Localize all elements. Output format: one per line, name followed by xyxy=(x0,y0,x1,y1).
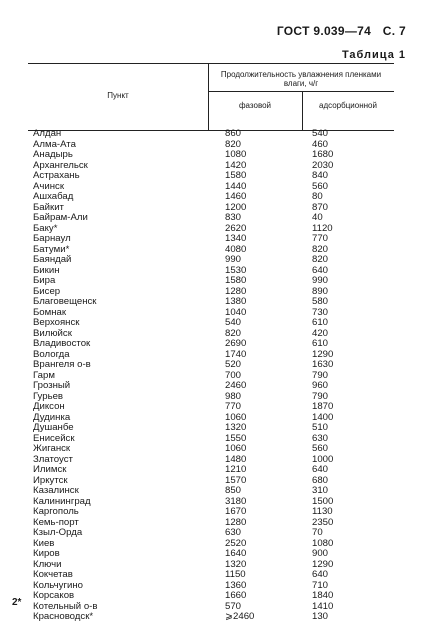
row-phase-value: 520 xyxy=(225,359,242,370)
row-adsorption-value: 730 xyxy=(312,306,329,318)
row-adsorption-value: 790 xyxy=(312,369,329,381)
header-divider xyxy=(208,91,394,92)
row-adsorption-value: 640 xyxy=(312,464,329,475)
row-name: Анадырь xyxy=(33,149,73,160)
table-row xyxy=(0,612,424,623)
row-adsorption-value: 510 xyxy=(312,422,329,433)
row-adsorption-value: 2030 xyxy=(312,159,334,171)
row-name: Илимск xyxy=(33,464,67,475)
table-row xyxy=(0,318,424,329)
column-header-group: Продолжительность увлажнения пленками влаги, ч/г xyxy=(220,70,382,88)
table-row xyxy=(0,381,424,392)
row-name: Благовещенск xyxy=(33,296,97,307)
row-adsorption-value: 960 xyxy=(312,380,329,391)
row-adsorption-value: 1870 xyxy=(312,401,334,412)
row-name: Кемь-порт xyxy=(33,516,79,528)
row-adsorption-value: 540 xyxy=(312,128,329,139)
row-name: Иркутск xyxy=(33,474,68,486)
row-phase-value: 1550 xyxy=(225,432,247,444)
table-row xyxy=(0,129,424,140)
row-name: Владивосток xyxy=(33,338,91,349)
row-name: Калининград xyxy=(33,495,91,507)
row-phase-value: 1580 xyxy=(225,170,247,181)
row-name: Каргополь xyxy=(33,506,79,517)
row-name: Корсаков xyxy=(33,590,75,601)
table-row xyxy=(0,297,424,308)
row-phase-value: 820 xyxy=(225,327,242,339)
row-name: Барнаул xyxy=(33,233,71,244)
row-adsorption-value: 560 xyxy=(312,443,329,454)
row-adsorption-value: 1290 xyxy=(312,348,334,360)
row-name: Байрам-Али xyxy=(33,212,88,223)
table-row xyxy=(0,276,424,287)
row-adsorption-value: 820 xyxy=(312,243,329,255)
row-phase-value: 1280 xyxy=(225,516,247,528)
table-row xyxy=(0,465,424,476)
row-name: Котельный о-в xyxy=(33,600,98,612)
row-name: Енисейск xyxy=(33,432,75,444)
row-adsorption-value: 580 xyxy=(312,296,329,307)
row-adsorption-value: 610 xyxy=(312,317,329,328)
row-name: Кольчугино xyxy=(33,579,83,591)
column-divider xyxy=(302,91,303,130)
row-phase-value: 860 xyxy=(225,128,242,139)
row-name: Киров xyxy=(33,548,60,559)
table-row xyxy=(0,591,424,602)
row-name: Вологда xyxy=(33,348,70,360)
row-adsorption-value: 1290 xyxy=(312,558,334,570)
table-body xyxy=(0,129,424,623)
row-phase-value: 1530 xyxy=(225,264,247,276)
row-phase-value: 1060 xyxy=(225,443,247,454)
row-phase-value: 1340 xyxy=(225,233,247,244)
row-phase-value: 1440 xyxy=(225,180,247,192)
table-row xyxy=(0,339,424,350)
row-adsorption-value: 460 xyxy=(312,138,329,150)
row-adsorption-value: 1840 xyxy=(312,590,334,601)
row-name: Алма-Ата xyxy=(33,138,76,150)
row-name: Алдан xyxy=(33,128,62,139)
row-name: Казалинск xyxy=(33,485,79,496)
row-adsorption-value: 1130 xyxy=(312,506,333,517)
row-name: Ачинск xyxy=(33,180,65,192)
row-adsorption-value: 870 xyxy=(312,201,329,213)
row-name: Бира xyxy=(33,275,56,286)
row-adsorption-value: 770 xyxy=(312,233,329,244)
row-name: Вилюйск xyxy=(33,327,72,339)
row-phase-value: 1740 xyxy=(225,348,247,360)
row-name: Жиганск xyxy=(33,443,71,454)
row-adsorption-value: 70 xyxy=(312,527,323,538)
row-adsorption-value: 310 xyxy=(312,485,329,496)
row-phase-value: 1320 xyxy=(225,422,247,433)
column-divider xyxy=(208,64,209,130)
row-phase-value: 570 xyxy=(225,600,242,612)
row-name: Архангельск xyxy=(33,159,88,171)
row-name: Врангеля о-в xyxy=(33,359,91,370)
row-adsorption-value: 1400 xyxy=(312,411,334,423)
row-phase-value: 1360 xyxy=(225,579,247,591)
table-row xyxy=(0,402,424,413)
row-name: Бисер xyxy=(33,285,61,297)
row-name: Гурьев xyxy=(33,390,64,402)
table-row xyxy=(0,570,424,581)
row-phase-value: 1480 xyxy=(225,453,247,465)
row-phase-value: 770 xyxy=(225,401,242,412)
row-phase-value: 2460 xyxy=(225,380,247,391)
row-name: Астрахань xyxy=(33,170,80,181)
table-row xyxy=(0,171,424,182)
row-name: Диксон xyxy=(33,401,65,412)
row-phase-value: 1380 xyxy=(225,296,247,307)
row-name: Душанбе xyxy=(33,422,74,433)
row-phase-value: 1200 xyxy=(225,201,247,213)
row-name: Дудинка xyxy=(33,411,71,423)
row-adsorption-value: 1630 xyxy=(312,359,334,370)
row-phase-value: 700 xyxy=(225,369,242,381)
row-phase-value: ⩾2460 xyxy=(225,611,255,622)
row-name: Верхоянск xyxy=(33,317,80,328)
table-row xyxy=(0,234,424,245)
row-phase-value: 2620 xyxy=(225,222,247,234)
row-name: Бомнак xyxy=(33,306,67,318)
table-row xyxy=(0,549,424,560)
row-name: Ключи xyxy=(33,558,62,570)
row-adsorption-value: 900 xyxy=(312,548,329,559)
row-name: Байкит xyxy=(33,201,64,213)
row-phase-value: 980 xyxy=(225,390,242,402)
row-phase-value: 1570 xyxy=(225,474,247,486)
table-row xyxy=(0,266,424,277)
row-phase-value: 1640 xyxy=(225,548,247,559)
table-row xyxy=(0,528,424,539)
page-number: 2* xyxy=(12,597,22,608)
row-phase-value: 1060 xyxy=(225,411,247,423)
row-adsorption-value: 1680 xyxy=(312,149,334,160)
row-phase-value: 1210 xyxy=(225,464,247,475)
row-name: Кзыл-Орда xyxy=(33,527,83,538)
table-row xyxy=(0,539,424,550)
row-name: Грозный xyxy=(33,380,71,391)
row-name: Гарм xyxy=(33,369,55,381)
row-adsorption-value: 560 xyxy=(312,180,329,192)
row-name: Баку* xyxy=(33,222,58,234)
row-name: Кокчетав xyxy=(33,569,73,580)
standard-code: ГОСТ 9.039—74 xyxy=(276,24,372,38)
row-adsorption-value: 990 xyxy=(312,275,329,286)
row-adsorption-value: 790 xyxy=(312,390,329,402)
row-name: Батуми* xyxy=(33,243,70,255)
page-indicator: С. 7 xyxy=(382,24,406,38)
table-row xyxy=(0,192,424,203)
row-phase-value: 2520 xyxy=(225,537,247,549)
row-adsorption-value: 840 xyxy=(312,170,329,181)
page-header xyxy=(269,24,406,38)
row-adsorption-value: 680 xyxy=(312,474,329,486)
row-phase-value: 830 xyxy=(225,212,242,223)
row-adsorption-value: 1500 xyxy=(312,495,334,507)
column-header-adsorption: адсорбционной xyxy=(319,101,377,110)
row-phase-value: 2690 xyxy=(225,338,247,349)
row-phase-value: 540 xyxy=(225,317,242,328)
table-row xyxy=(0,255,424,266)
row-adsorption-value: 2350 xyxy=(312,516,334,528)
row-phase-value: 1460 xyxy=(225,191,247,202)
row-phase-value: 1660 xyxy=(225,590,247,601)
row-phase-value: 1320 xyxy=(225,558,247,570)
row-adsorption-value: 130 xyxy=(312,611,329,622)
table-header xyxy=(28,63,394,131)
row-phase-value: 630 xyxy=(225,527,242,538)
row-phase-value: 4080 xyxy=(225,243,247,255)
table-row xyxy=(0,150,424,161)
row-phase-value: 1150 xyxy=(225,569,246,580)
column-header-point: Пункт xyxy=(107,91,129,100)
row-phase-value: 1670 xyxy=(225,506,247,517)
table-row xyxy=(0,444,424,455)
row-adsorption-value: 640 xyxy=(312,264,329,276)
row-adsorption-value: 630 xyxy=(312,432,329,444)
row-phase-value: 820 xyxy=(225,138,242,150)
row-adsorption-value: 420 xyxy=(312,327,329,339)
row-adsorption-value: 80 xyxy=(312,191,323,202)
table-label: Таблица 1 xyxy=(341,49,406,61)
row-adsorption-value: 40 xyxy=(312,212,323,223)
row-adsorption-value: 820 xyxy=(312,254,329,265)
row-adsorption-value: 610 xyxy=(312,338,329,349)
row-name: Киев xyxy=(33,537,55,549)
row-adsorption-value: 890 xyxy=(312,285,329,297)
table-row xyxy=(0,423,424,434)
row-adsorption-value: 640 xyxy=(312,569,329,580)
row-phase-value: 990 xyxy=(225,254,242,265)
table-row xyxy=(0,360,424,371)
row-phase-value: 1580 xyxy=(225,275,247,286)
row-adsorption-value: 1120 xyxy=(312,222,333,234)
row-phase-value: 1040 xyxy=(225,306,247,318)
row-phase-value: 1280 xyxy=(225,285,247,297)
row-name: Бикин xyxy=(33,264,60,276)
row-name: Златоуст xyxy=(33,453,73,465)
table-row xyxy=(0,507,424,518)
row-phase-value: 1420 xyxy=(225,159,247,171)
row-adsorption-value: 1410 xyxy=(312,600,334,612)
row-adsorption-value: 1080 xyxy=(312,537,334,549)
column-header-phase: фазовой xyxy=(238,101,272,110)
row-phase-value: 1080 xyxy=(225,149,247,160)
row-adsorption-value: 710 xyxy=(312,579,329,591)
table-row xyxy=(0,486,424,497)
row-phase-value: 3180 xyxy=(225,495,247,507)
row-name: Красноводск* xyxy=(33,611,94,622)
row-name: Ашхабад xyxy=(33,191,74,202)
row-adsorption-value: 1000 xyxy=(312,453,334,465)
row-name: Баяндай xyxy=(33,254,72,265)
row-phase-value: 850 xyxy=(225,485,242,496)
table-row xyxy=(0,213,424,224)
